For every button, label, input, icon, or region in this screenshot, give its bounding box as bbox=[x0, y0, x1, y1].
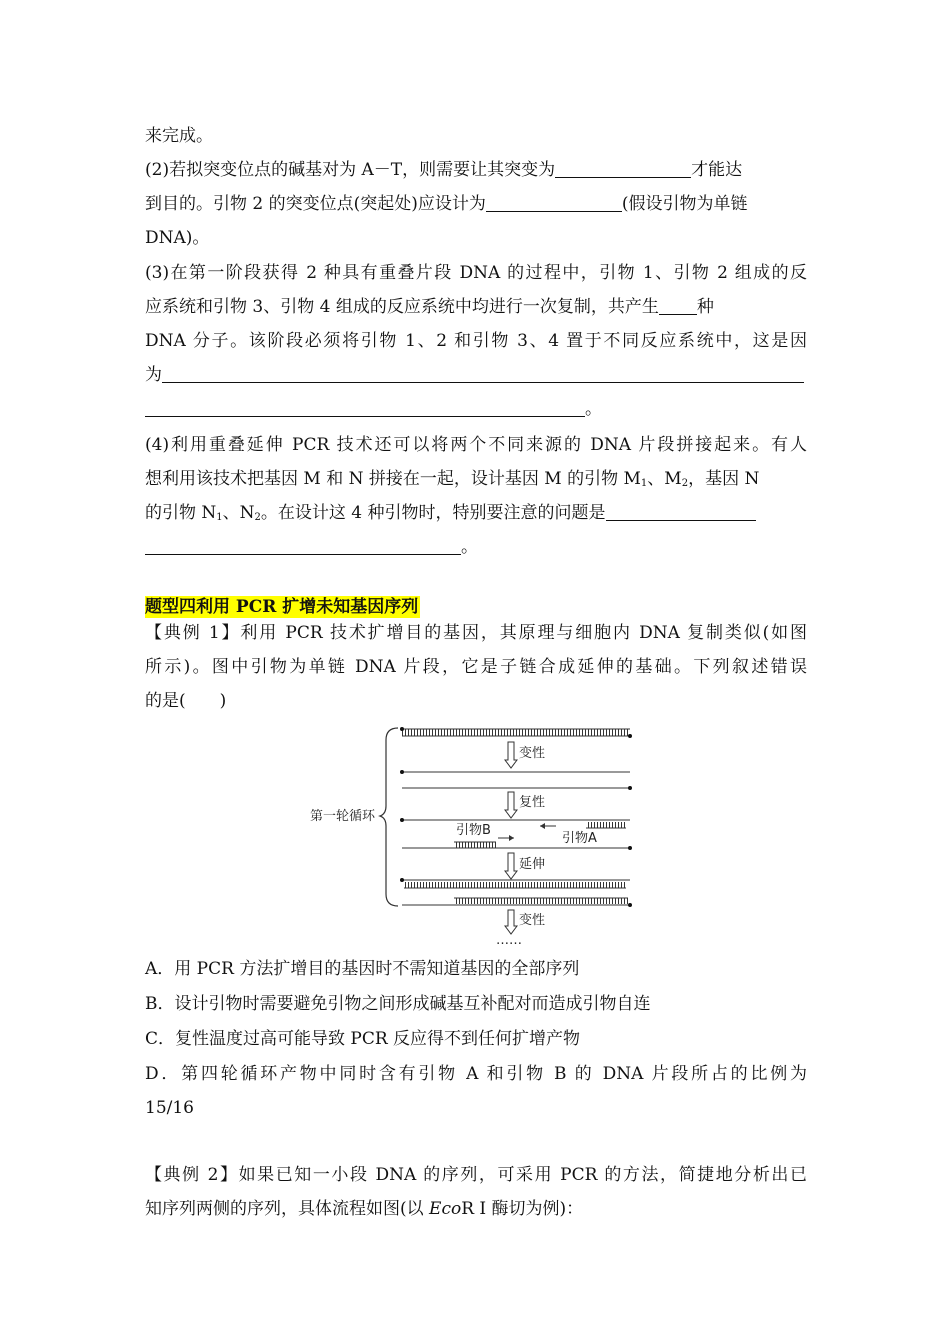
text-line: (2)若拟突变位点的碱基对为 A－T，则需要让其突变为 才能达 bbox=[145, 153, 807, 187]
text-line: 应系统和引物 3、引物 4 组成的反应系统中均进行一次复制，共产生 种 bbox=[145, 290, 807, 324]
text-line: 为 bbox=[145, 358, 807, 392]
step-denature-label: 变性 bbox=[519, 746, 546, 761]
text-line: 的是( ) bbox=[145, 691, 227, 711]
text-line: (4)利用重叠延伸 PCR 技术还可以将两个不同来源的 DNA 片段拼接起来。有人 bbox=[145, 435, 807, 455]
question-2 bbox=[145, 119, 807, 255]
answer-blank[interactable] bbox=[145, 396, 585, 417]
question-3 bbox=[145, 256, 807, 426]
answer-blank[interactable] bbox=[606, 500, 756, 521]
text-line: 【典例 2】如果已知一小段 DNA 的序列，可采用 PCR 的方法，简捷地分析出已 bbox=[145, 1165, 807, 1185]
step-denature-label-2: 变性 bbox=[519, 913, 546, 928]
primer-a-label: 引物A bbox=[562, 831, 597, 846]
step-arrow bbox=[505, 910, 545, 934]
double-strand-dna bbox=[400, 727, 632, 738]
step-arrow bbox=[505, 853, 545, 879]
step-anneal-label: 复性 bbox=[519, 795, 546, 810]
figure-ellipsis: …… bbox=[496, 933, 522, 948]
single-strands bbox=[400, 770, 632, 790]
text-line: DNA)。 bbox=[145, 228, 210, 248]
text-line: 。 bbox=[145, 530, 807, 564]
text-line: 想利用该技术把基因 M 和 N 拼接在一起，设计基因 M 的引物 $M_1$、$M_2$，基因 N bbox=[145, 469, 760, 489]
answer-blank[interactable] bbox=[145, 534, 461, 555]
option-d bbox=[145, 1057, 807, 1125]
cycle-label: 第一轮循环 bbox=[310, 809, 376, 824]
text-line: DNA 分子。该阶段必须将引物 1、2 和引物 3、4 置于不同反应系统中，这是因 bbox=[145, 331, 807, 351]
option-c: C．复性温度过高可能导致 PCR 反应得不到任何扩增产物 bbox=[145, 1029, 581, 1049]
step-extend-label: 延伸 bbox=[519, 857, 546, 872]
step-arrow bbox=[505, 742, 545, 768]
primer-b-label: 引物B bbox=[456, 823, 491, 838]
example-1 bbox=[145, 616, 807, 718]
text-line: D．第四轮循环产物中同时含有引物 A 和引物 B 的 DNA 片段所占的比例为 bbox=[145, 1064, 807, 1084]
text-line: 知序列两侧的序列，具体流程如图(以 EcoR Ⅰ 酶切为例)： bbox=[145, 1199, 584, 1219]
answer-blank[interactable] bbox=[162, 362, 804, 383]
option-b: B．设计引物时需要避免引物之间形成碱基互补配对而造成引物自连 bbox=[145, 994, 651, 1014]
annealing-strands bbox=[400, 818, 632, 850]
text-line: (3)在第一阶段获得 2 种具有重叠片段 DNA 的过程中，引物 1、引物 2 组成的反 bbox=[145, 263, 807, 283]
question-4 bbox=[145, 428, 807, 564]
text-line: 来完成。 bbox=[145, 126, 213, 146]
text-line: 【典例 1】利用 PCR 技术扩增目的基因，其原理与细胞内 DNA 复制类似(如图 bbox=[145, 623, 807, 643]
option-a: A．用 PCR 方法扩增目的基因时不需知道基因的全部序列 bbox=[145, 959, 580, 979]
answer-blank[interactable] bbox=[555, 157, 691, 178]
answer-blank[interactable] bbox=[486, 191, 622, 212]
step-arrow bbox=[505, 792, 545, 818]
section-heading: 题型四利用 PCR 扩增未知基因序列 bbox=[145, 597, 419, 617]
pcr-cycle-figure bbox=[300, 722, 650, 950]
text-line: 。 bbox=[145, 392, 807, 426]
text-line: 的引物 $N_1$、$N_2$。在设计这 4 种引物时，特别要注意的问题是 bbox=[145, 496, 807, 530]
text-line: 所示)。图中引物为单链 DNA 片段，它是子链合成延伸的基础。下列叙述错误 bbox=[145, 657, 807, 677]
text-line: 到目的。引物 2 的突变位点(突起处)应设计为 (假设引物为单链 bbox=[145, 187, 807, 221]
answer-blank[interactable] bbox=[659, 294, 697, 315]
extended-strands bbox=[400, 878, 632, 907]
text-line: 15/16 bbox=[145, 1098, 194, 1118]
cycle-brace bbox=[380, 728, 398, 906]
example-2 bbox=[145, 1158, 807, 1226]
